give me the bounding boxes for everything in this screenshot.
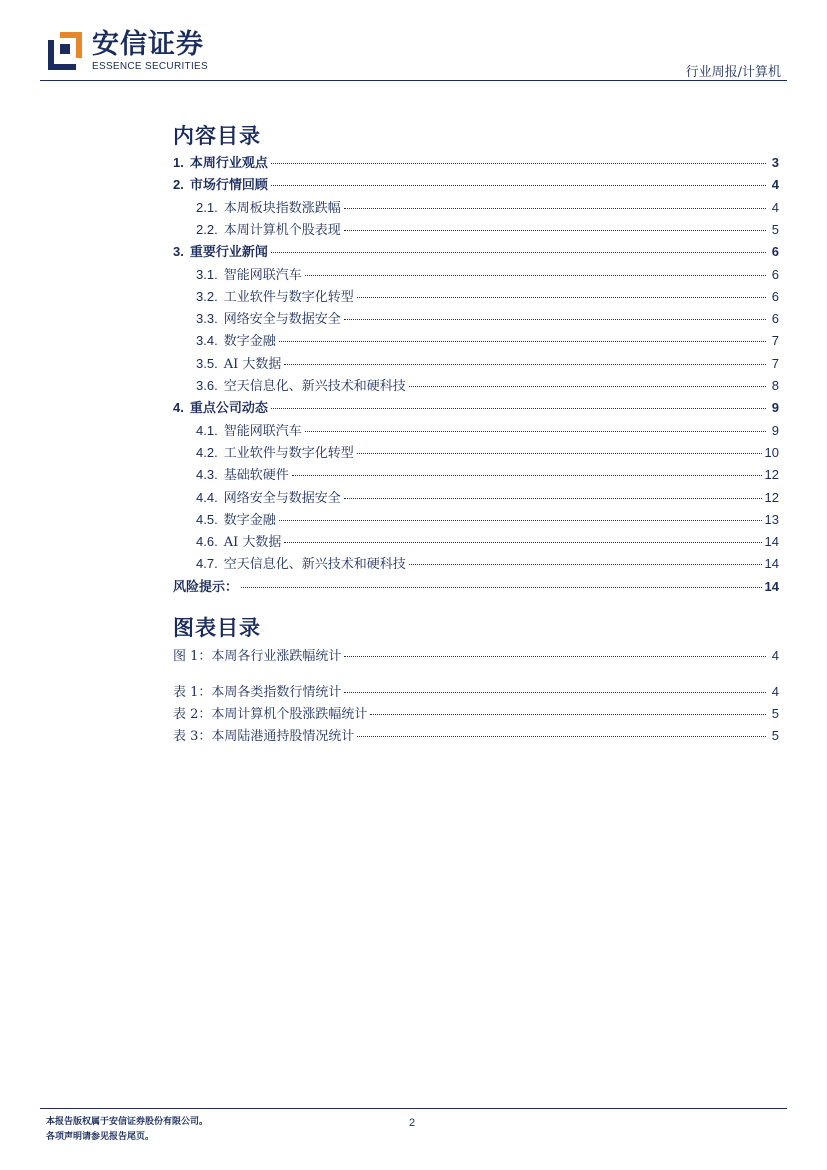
toc-entry-label: AI 大数据 [223, 535, 282, 551]
toc-entry-label: 基础软硬件 [223, 468, 289, 484]
brand-name-en: ESSENCE SECURITIES [92, 61, 208, 72]
toc-entry-number: 2.1. [196, 199, 218, 215]
toc-entry-number: 3.4. [196, 333, 218, 349]
figure-entry-label: 图 1：本周各行业涨跌幅统计 [173, 649, 342, 664]
toc-entry-label: 本周计算机个股表现 [223, 222, 341, 238]
toc-entry-label: 重要行业新闻 [189, 245, 268, 261]
toc-entry-number: 4.1. [196, 422, 218, 438]
page-number: 2 [409, 1117, 416, 1129]
toc-entry-page: 14 [764, 534, 779, 550]
toc-entry-leader [305, 275, 766, 276]
figure-entry-page: 5 [771, 728, 779, 743]
toc-entry-label: 工业软件与数字化转型 [223, 445, 354, 461]
toc-entry-leader [357, 453, 762, 454]
toc-entry-leader [271, 252, 766, 253]
footer-divider [40, 1108, 787, 1109]
toc-entry-page: 10 [764, 444, 779, 460]
toc-entry-leader [409, 564, 762, 565]
toc-entry-leader [271, 163, 766, 164]
toc-entry[interactable] [173, 509, 779, 529]
toc-entry-label: AI 大数据 [223, 356, 282, 372]
toc-entry-number: 4.5. [196, 511, 218, 527]
figure-entry-label: 表 1：本周各类指数行情统计 [173, 685, 342, 700]
toc-entry-number: 3.1. [196, 266, 218, 282]
toc-entry[interactable] [173, 330, 779, 350]
toc-entry-label: 智能网联汽车 [223, 267, 302, 283]
toc-entry-label: 智能网联汽车 [223, 423, 302, 439]
toc-entry-number: 3.2. [196, 288, 218, 304]
toc-entry-leader [241, 587, 762, 588]
toc-entry[interactable] [173, 553, 779, 573]
toc-entry-page: 6 [771, 266, 779, 282]
toc-entry[interactable] [173, 531, 779, 551]
toc-entry-number: 1. [173, 155, 184, 170]
toc-entry-page: 12 [764, 489, 779, 505]
toc-entry-page: 7 [771, 333, 779, 349]
toc-entry-leader [279, 520, 762, 521]
toc-entry-label: 网络安全与数据安全 [223, 312, 341, 328]
toc-entry[interactable] [173, 219, 779, 239]
footer-disclaimer [46, 1115, 208, 1145]
toc-entry[interactable] [173, 264, 779, 284]
toc-entry[interactable] [173, 174, 779, 194]
toc-entry-leader [279, 341, 766, 342]
toc-entry-leader [271, 185, 766, 186]
toc-entry-label: 风险提示： [173, 579, 239, 595]
report-type: 行业周报/计算机 [685, 65, 781, 80]
toc-entry-page: 9 [771, 422, 779, 438]
toc-entry-number: 4.3. [196, 467, 218, 483]
footer-copyright: 本报告版权属于安信证券股份有限公司。 [46, 1117, 209, 1127]
figure-entry[interactable] [173, 703, 779, 723]
toc-entry-leader [284, 542, 761, 543]
essence-logo-icon [46, 30, 84, 72]
toc-entry-number: 3.3. [196, 311, 218, 327]
figure-entry[interactable] [173, 725, 779, 745]
toc-entry-leader [357, 297, 766, 298]
figure-entry-label: 表 3：本周陆港通持股情况统计 [173, 729, 355, 744]
toc-entry-page: 14 [764, 578, 779, 594]
toc-entry-leader [344, 498, 762, 499]
footer-statement: 各项声明请参见报告尾页。 [46, 1132, 155, 1142]
figures-title: 图表目录 [173, 615, 261, 640]
toc-entry-leader [344, 319, 766, 320]
toc-entry-number: 4. [173, 400, 184, 416]
toc-entry-label: 工业软件与数字化转型 [223, 289, 354, 305]
brand-name-cn: 安信证券 [92, 29, 204, 60]
toc-entry[interactable] [173, 375, 779, 395]
toc-entry-leader [292, 475, 762, 476]
toc-entry-page: 6 [771, 244, 779, 260]
toc-entry-leader [344, 230, 766, 231]
toc-entry-label: 市场行情回顾 [189, 178, 268, 194]
toc-entry-number: 2.2. [196, 221, 218, 237]
toc-entry-page: 6 [771, 311, 779, 327]
toc-entry-page: 4 [771, 199, 779, 215]
toc-entry-leader [284, 364, 766, 365]
toc-entry-leader [344, 208, 766, 209]
figure-entry-label: 表 2：本周计算机个股涨跌幅统计 [173, 707, 368, 722]
figure-entry-page: 5 [771, 706, 779, 721]
toc-entry-label: 网络安全与数据安全 [223, 490, 341, 506]
toc-entry[interactable] [173, 286, 779, 306]
toc-entry[interactable] [173, 241, 779, 261]
brand-logo [46, 30, 208, 72]
toc-entry[interactable] [173, 464, 779, 484]
toc-entry-page: 13 [764, 511, 779, 527]
toc-entry[interactable] [173, 152, 779, 172]
figure-entry-page: 4 [771, 648, 779, 663]
toc-entry-page: 14 [764, 556, 779, 572]
header-divider [40, 80, 787, 81]
toc-entry-label: 重点公司动态 [189, 401, 268, 417]
toc-entry-number: 4.4. [196, 489, 218, 505]
toc-entry-number: 2. [173, 177, 184, 193]
toc-entry-leader [271, 408, 766, 409]
figures-list [173, 645, 779, 745]
toc-entry[interactable] [173, 397, 779, 417]
toc-entry-label: 数字金融 [223, 334, 276, 350]
figure-entry-leader [344, 656, 766, 657]
figure-entry-leader [357, 736, 766, 737]
toc-entry-number: 3.5. [196, 355, 218, 371]
toc-entry-number: 4.2. [196, 444, 218, 460]
figure-entry[interactable] [173, 681, 779, 701]
toc-entry-leader [409, 386, 766, 387]
toc-entry-page: 5 [771, 221, 779, 237]
toc-entry-number: 3.6. [196, 378, 218, 393]
toc-entry-page: 4 [771, 177, 779, 193]
figure-entry-leader [344, 692, 766, 693]
toc-entry-page: 12 [764, 467, 779, 483]
figure-entry-leader [370, 714, 766, 715]
toc-entry[interactable] [173, 353, 779, 373]
toc-entry-label: 本周行业观点 [189, 156, 268, 171]
toc-entry-page: 3 [771, 155, 779, 170]
toc-entry[interactable] [173, 487, 779, 507]
toc-entry-page: 6 [771, 288, 779, 304]
toc-entry-label: 数字金融 [223, 512, 276, 528]
figure-entry[interactable] [173, 645, 779, 665]
toc-entry-leader [305, 431, 766, 432]
toc-entry-page: 7 [771, 355, 779, 371]
toc-entry-label: 空天信息化、新兴技术和硬科技 [223, 379, 406, 394]
toc-entry[interactable] [173, 576, 779, 596]
toc-entry-number: 4.7. [196, 556, 218, 572]
toc-entry-label: 空天信息化、新兴技术和硬科技 [223, 557, 406, 573]
toc-entry[interactable] [173, 197, 779, 217]
toc-entry[interactable] [173, 420, 779, 440]
toc-entry-label: 本周板块指数涨跌幅 [223, 200, 341, 216]
toc-title: 内容目录 [173, 123, 261, 148]
toc-entry-page: 9 [771, 400, 779, 416]
figure-entry-page: 4 [771, 684, 779, 699]
toc-entry[interactable] [173, 308, 779, 328]
toc-entry-number: 4.6. [196, 534, 218, 550]
toc-list [173, 152, 779, 596]
toc-entry[interactable] [173, 442, 779, 462]
toc-entry-page: 8 [771, 378, 779, 393]
toc-entry-number: 3. [173, 244, 184, 260]
